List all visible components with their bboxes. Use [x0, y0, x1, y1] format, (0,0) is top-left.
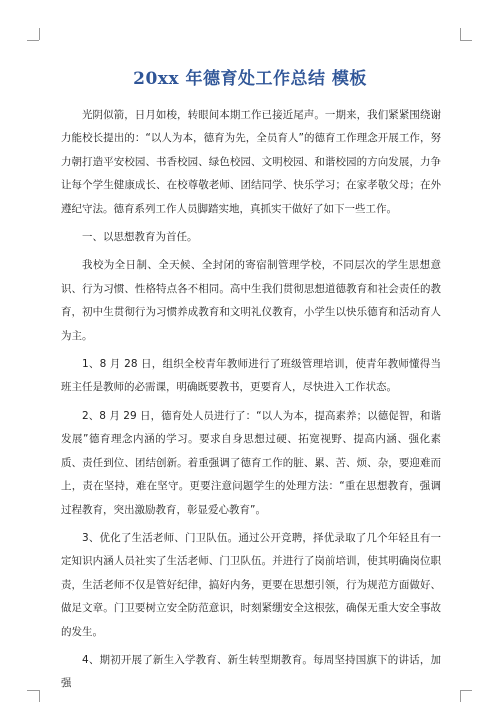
- paragraph-item-2: 2、8 月 29 日，德育处人员进行了：“以人为本，提高素养；以德促智，和谐发展”德育理念内涵的学习。要求自身思想过硬、拓宽视野、提高内涵、强化素质、责任到位、团结创新。着重强调了德育工作的脏、累、苦、烦、杂，要迎难而上，责在坚持，难在坚守。更要注意问题学生的处理方法：“重在思想教育，强调过程教育，突出激励教育，彰显爱心教育”。: [61, 409, 441, 516]
- paragraph-item-1: 1、8 月 28 日，组织全校青年教师进行了班级管理培训，使青年教师懂得当班主任是教师的必需课，明确既要教书，更要育人，尽快进入工作状态。: [61, 358, 441, 394]
- paragraph-section-heading: 一、以思想教育为首任。: [82, 231, 198, 244]
- document-title: 20xx 年德育处工作总结 模板: [133, 69, 367, 89]
- paragraph-intro: 光阴似箭，日月如梭，转眼间本期工作已接近尾声。一期来，我们紧紧围绕谢力能校长提出的：“以人为本，德育为先，全员育人”的德育工作理念开展工作，努力朝打造平安校园、书香校园、绿色校园、文明校园、和谐校园的方向发展，力争让每个学生健康成长、在校尊敬老师、团结同学、快乐学习；在家孝敬父母；在外遵纪守法。德育系列工作人员脚踏实地，真抓实干做好了如下一些工作。: [61, 109, 441, 215]
- crop-mark-bottom-right-v: [460, 690, 461, 702]
- paragraph-school-overview: 我校为全日制、全天候、全封闭的寄宿制管理学校，不同层次的学生思想意识、行为习惯、性格特点各不相同。高中生我们贯彻思想道德教育和社会责任的教育，初中生贯彻行为习惯养成教育和文明礼仪教育，小学生以快乐德育和活动育人为主。: [61, 259, 441, 342]
- crop-mark-top-right-h: [460, 40, 472, 41]
- document-body: [61, 104, 441, 701]
- crop-mark-bottom-left-h: [27, 690, 39, 691]
- paragraph-item-3: 3、优化了生活老师、门卫队伍。通过公开竞聘，择优录取了几个年轻且有一定知识内涵人员社实了生活老师、门卫队伍。并进行了岗前培训，使其明确岗位职责，生活老师不仅是管好纪律，搞好内务，更要在思想引领，行为规范方面做好、做足文章。门卫要树立安全防范意识，时刻紧绷安全这根弦，确保无重大安全事故的发生。: [61, 531, 441, 638]
- crop-mark-bottom-left-v: [39, 690, 40, 702]
- crop-mark-top-left-h: [27, 40, 39, 41]
- crop-mark-top-left-v: [39, 28, 40, 40]
- crop-mark-top-right-v: [460, 28, 461, 40]
- paragraph-item-4: 4、期初开展了新生入学教育、新生转型期教育。每周坚持国旗下的讲话，加强: [61, 653, 441, 690]
- crop-mark-bottom-right-h: [460, 690, 472, 691]
